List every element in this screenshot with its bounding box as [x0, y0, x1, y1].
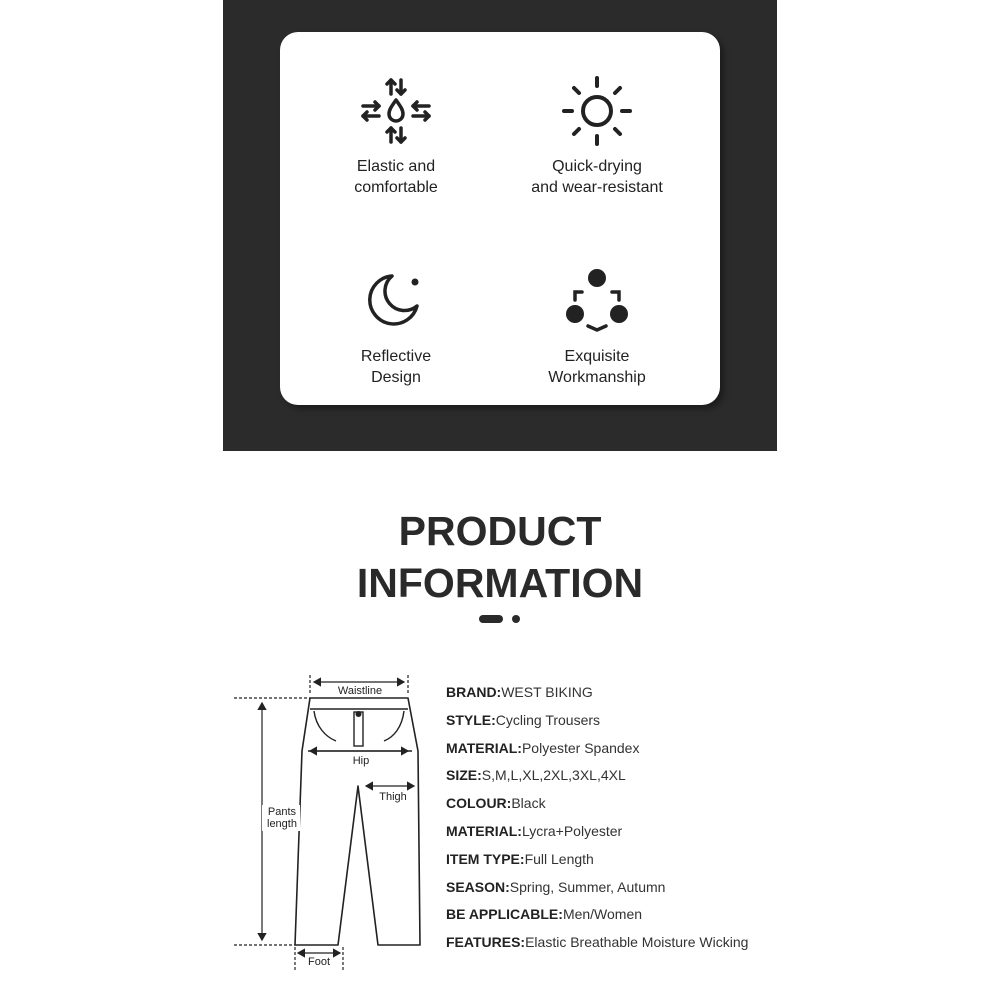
spec-row-features: FEATURES:Elastic Breathable Moisture Wicking [446, 934, 749, 951]
pants-length-label-line1: Pants [267, 806, 297, 818]
sun-icon [560, 74, 634, 148]
waistline-label: Waistline [337, 685, 383, 697]
spec-row-colour: COLOUR:Black [446, 795, 546, 812]
pants-outline [295, 698, 420, 945]
feature-elastic [296, 74, 496, 198]
feature-label: Elastic and comfortable [354, 158, 438, 196]
feature-label: Reflective Design [360, 348, 432, 386]
spec-row-brand: BRAND:WEST BIKING [446, 684, 593, 700]
feature-label: Exquisite Workmanship [548, 348, 646, 386]
pants-size-diagram [230, 665, 440, 975]
section-title: PRODUCT INFORMATION [356, 508, 644, 606]
moon-icon [359, 264, 433, 338]
title-divider-dot [512, 615, 520, 623]
feature-reflective [296, 264, 496, 388]
feature-quick-drying [497, 74, 697, 198]
hip-label: Hip [352, 755, 370, 767]
spec-row-size: SIZE:S,M,L,XL,2XL,3XL,4XL [446, 767, 626, 784]
thigh-label: Thigh [379, 791, 407, 803]
spec-row-applicable: BE APPLICABLE:Men/Women [446, 906, 643, 923]
spec-row-material: MATERIAL:Polyester Spandex [446, 739, 640, 756]
spec-row-style: STYLE:Cycling Trousers [446, 711, 601, 728]
feature-label: Quick-drying and wear-resistant [531, 158, 663, 196]
pants-length-label-line2: length [267, 818, 297, 830]
workmanship-icon [560, 264, 634, 338]
spec-row-item-type: ITEM TYPE:Full Length [446, 850, 594, 867]
spec-list [446, 680, 748, 958]
spec-row-material-2: MATERIAL:Lycra+Polyester [446, 822, 623, 839]
feature-workmanship [497, 264, 697, 388]
elastic-arrows-icon [359, 74, 433, 148]
title-divider-dash [479, 615, 503, 623]
pants-button [356, 711, 362, 717]
spec-row-season: SEASON:Spring, Summer, Autumn [446, 878, 666, 895]
foot-label: Foot [307, 956, 331, 968]
